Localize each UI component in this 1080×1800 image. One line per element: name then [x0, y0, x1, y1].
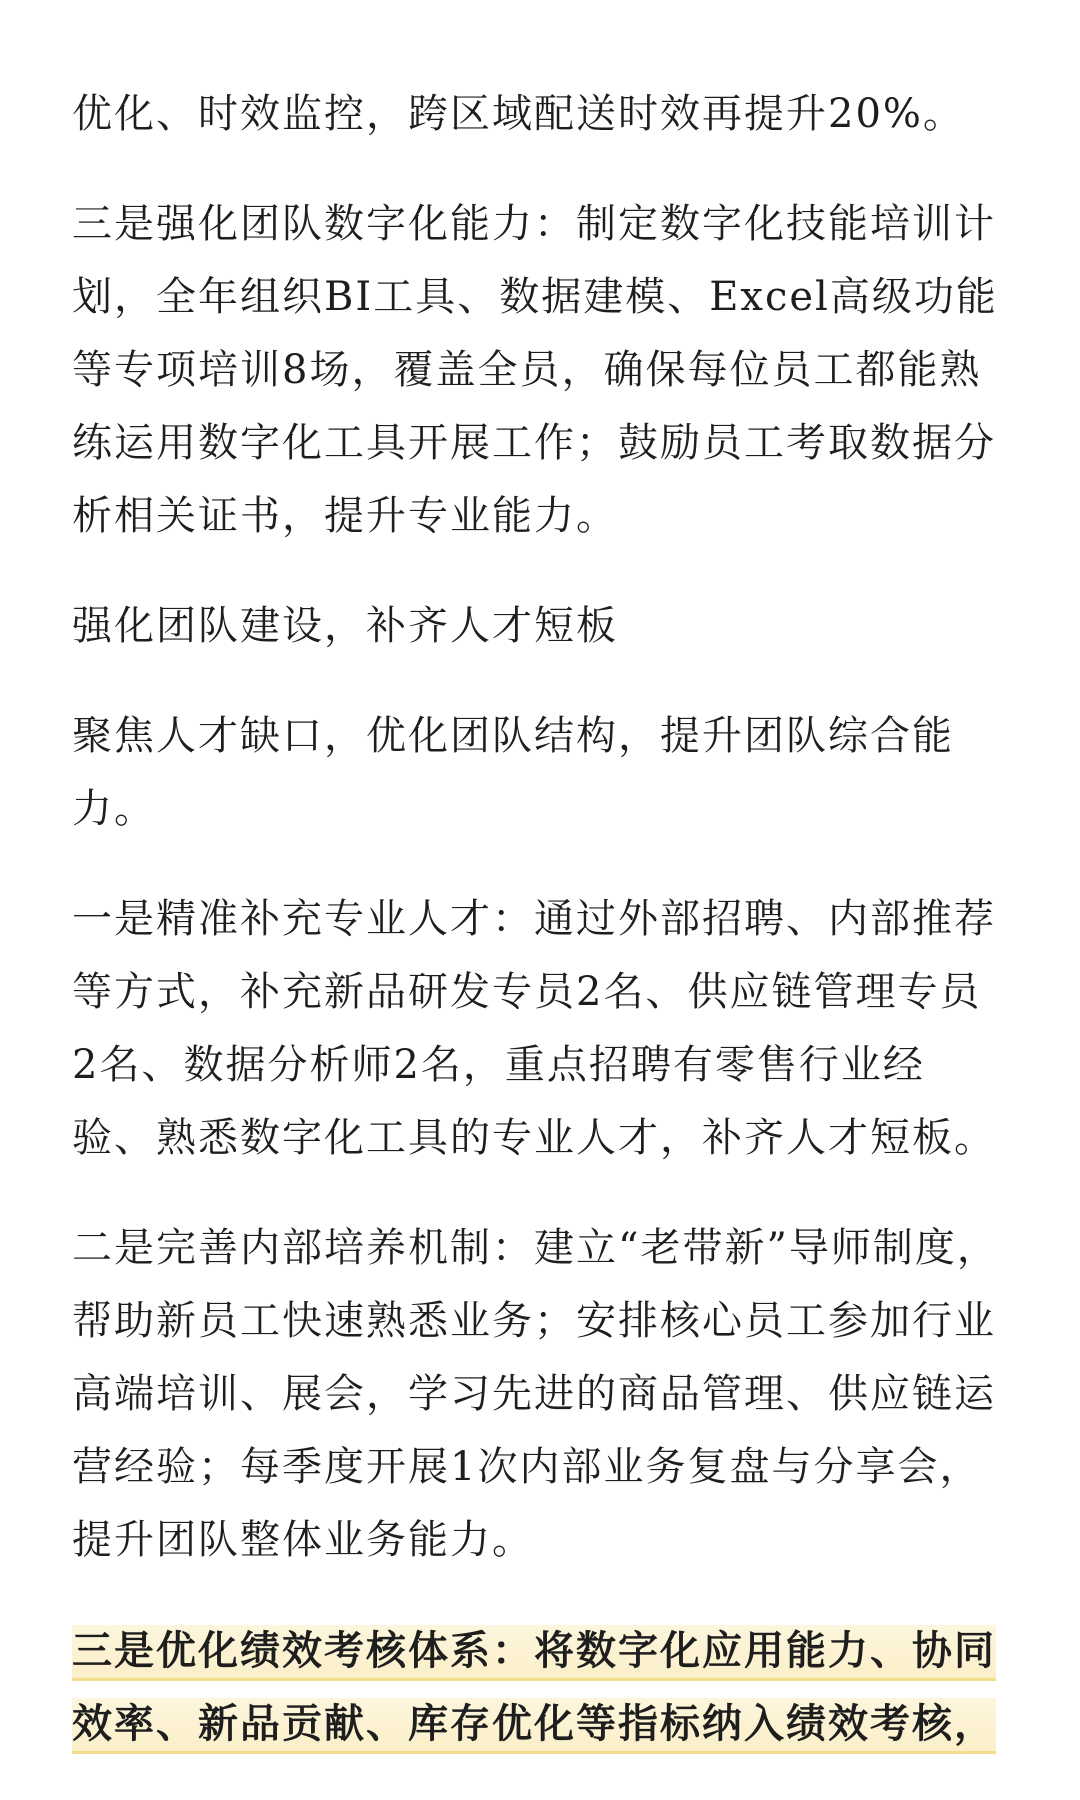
paragraph-gap: [72, 553, 1008, 590]
paragraph-recruit-talent: 一是精准补充专业人才：通过外部招聘、内部推荐等方式，补充新品研发专员2名、供应链管理专员2名、数据分析师2名，重点招聘有零售行业经验、熟悉数字化工具的专业人才，补齐人才短板。: [72, 896, 996, 1161]
section-heading-team-building: 强化团队建设，补齐人才短板: [72, 603, 618, 649]
paragraph-gap: [72, 846, 1008, 883]
paragraph-gap: [72, 1577, 1008, 1614]
paragraph-gap: [72, 1175, 1008, 1212]
text-highlight[interactable]: 三是优化绩效考核体系：将数字化应用能力、协同效率、新品贡献、库存优化等指标纳入绩效考核，: [72, 1625, 996, 1754]
paragraph-gap: [72, 151, 1008, 188]
paragraph-internal-training: 二是完善内部培养机制：建立“老带新”导师制度，帮助新员工快速熟悉业务；安排核心员工参加行业高端培训、展会，学习先进的商品管理、供应链运营经验；每季度开展1次内部业务复盘与分享会，提升团队整体业务能力。: [72, 1225, 999, 1563]
paragraph-delivery-timeliness: 优化、时效监控，跨区域配送时效再提升20%。: [72, 91, 965, 137]
paragraph-digital-capability: 三是强化团队数字化能力：制定数字化技能培训计划，全年组织BI工具、数据建模、Excel高级功能等专项培训8场，覆盖全员，确保每位员工都能熟练运用数字化工具开展工作；鼓励员工考取数据分析相关证书，提升专业能力。: [72, 201, 998, 539]
paragraph-talent-focus: 聚焦人才缺口，优化团队结构，提升团队综合能力。: [72, 713, 954, 832]
paragraph-performance-highlighted[interactable]: [72, 1614, 1008, 1760]
paragraph-gap: [72, 663, 1008, 700]
